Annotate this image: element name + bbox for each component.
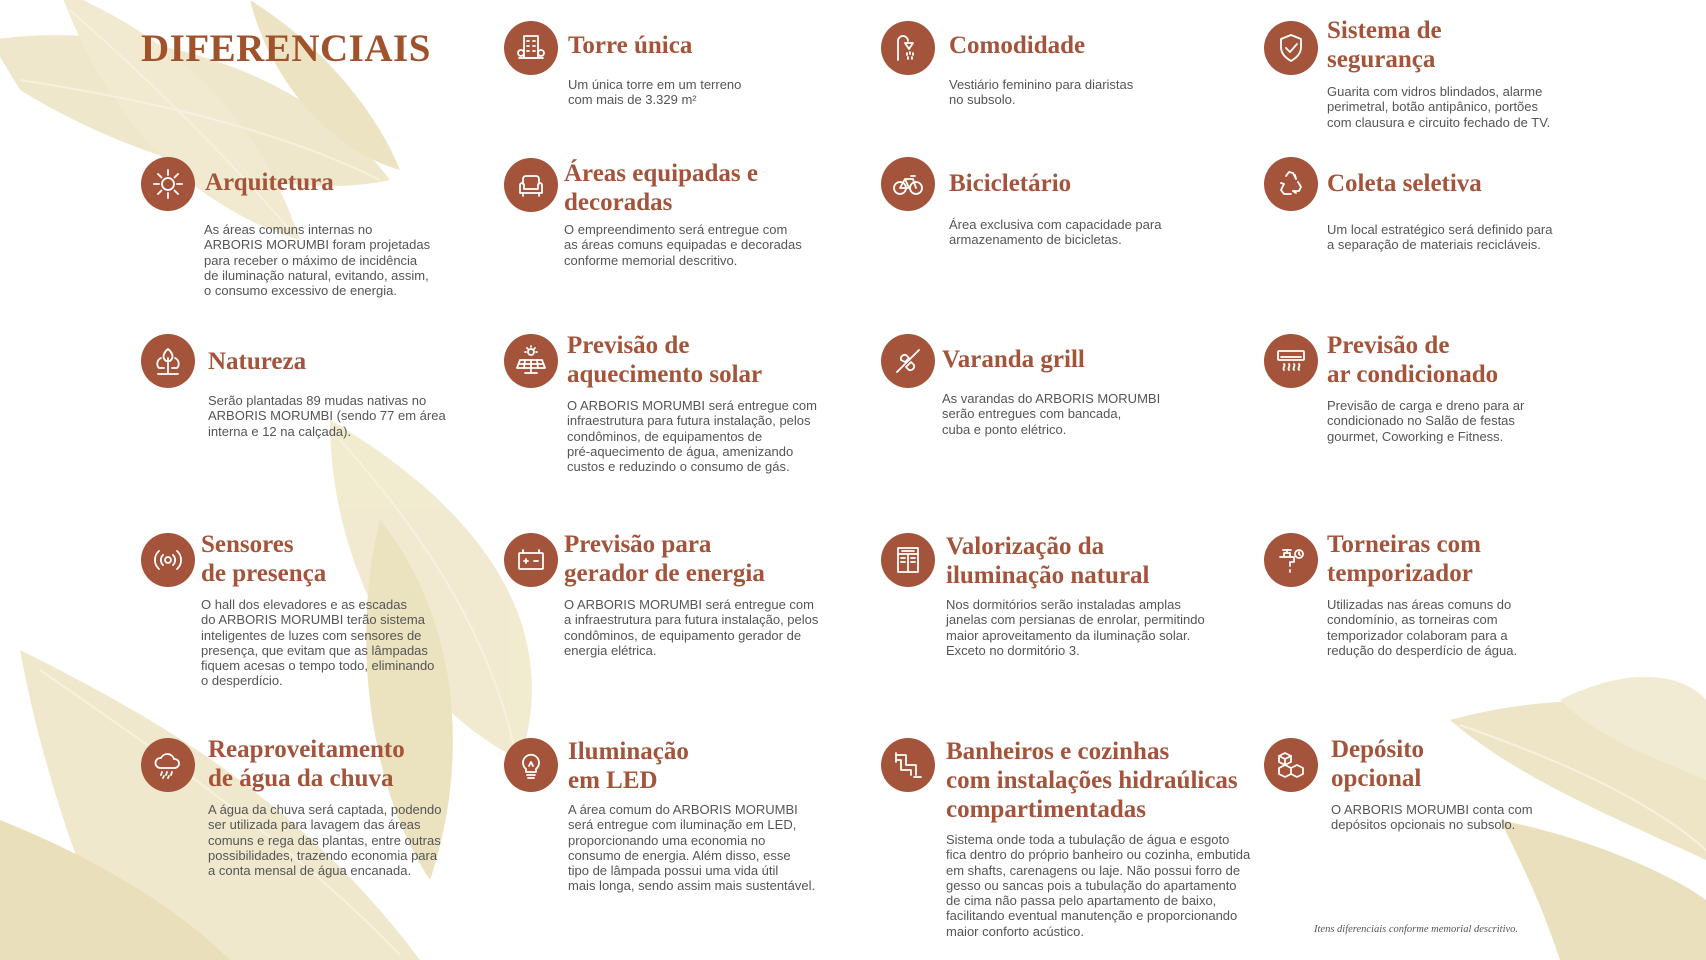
feature-description-line: infraestrutura para futura instalação, pelos	[567, 413, 811, 429]
feature-title-line: Áreas equipadas e	[564, 160, 759, 187]
feature-description-line: condôminos, de equipamentos de	[567, 428, 763, 444]
feature-description-line: do ARBORIS MORUMBI terão sistema	[201, 612, 425, 628]
page-title: DIFERENCIAIS	[141, 27, 431, 70]
feature-description-line: O ARBORIS MORUMBI conta com	[1331, 802, 1533, 817]
feature-description	[1327, 398, 1524, 444]
feature-description-line: a separação de materiais recicláveis.	[1327, 237, 1541, 253]
feature-title-line: Previsão de	[1327, 332, 1450, 359]
feature-description-line: de cima não passa pelo apartamento de baixo,	[946, 893, 1217, 909]
feature-description-line: maior conforto acústico.	[946, 923, 1085, 939]
faucet-timer-icon	[1264, 533, 1318, 587]
feature-description-line: condicionado no Salão de festas	[1327, 413, 1515, 429]
feature-description	[564, 597, 818, 658]
feature-description-line: interna e 12 na calçada).	[208, 423, 352, 439]
feature-description	[567, 398, 817, 474]
feature-description-line: pré-aquecimento de água, amenizando	[567, 443, 794, 459]
feature-description-line: A área comum do ARBORIS MORUMBI	[568, 802, 798, 817]
feature-title-line: Comodidade	[949, 32, 1086, 59]
feature-description-line: presença, que evitam que as lâmpadas	[201, 642, 428, 658]
feature-description-line: janelas com persianas de enrolar, permitindo	[946, 612, 1205, 628]
feature-description-line: condomínio, as torneiras com	[1327, 612, 1498, 628]
feature-title	[949, 31, 1085, 60]
feature-description-line: tipo de lâmpada possui uma vida útil	[568, 863, 779, 879]
feature-title-line: Coleta seletiva	[1327, 170, 1482, 197]
feature-description-line: conforme memorial descritivo.	[564, 252, 738, 268]
feature-title-line: Sistema de	[1327, 17, 1442, 44]
feature-description-line: custos e reduzindo o consumo de gás.	[567, 459, 790, 475]
feature-description-line: o consumo excessivo de energia.	[204, 283, 397, 299]
feature-title-line: Banheiros e cozinhas	[946, 738, 1170, 765]
feature-title-line: opcional	[1331, 765, 1422, 792]
feature-title	[208, 347, 306, 376]
feature-description-line: a infraestrutura para futura instalação, pelos	[564, 612, 819, 628]
feature-description	[946, 832, 1250, 939]
feature-title	[201, 530, 326, 588]
feature-description-line: Utilizadas nas áreas comuns do	[1327, 597, 1512, 612]
feature-description-line: temporizador colaboram para a	[1327, 627, 1508, 643]
tree-icon	[141, 334, 195, 388]
feature-title-line: temporizador	[1327, 560, 1473, 587]
feature-description-line: comuns e rega das plantas, entre outras	[208, 832, 441, 848]
feature-description-line: condôminos, de equipamento gerador de	[564, 627, 802, 643]
pipes-icon	[881, 738, 935, 792]
feature-title-line: compartimentadas	[946, 796, 1146, 823]
feature-title-line: em LED	[568, 767, 658, 794]
sun-icon	[141, 157, 195, 211]
feature-description-line: consumo de energia. Além disso, esse	[568, 847, 791, 863]
recycle-icon	[1264, 157, 1318, 211]
feature-description	[1327, 222, 1552, 253]
feature-title-line: Valorização da	[946, 533, 1105, 560]
building-icon	[504, 21, 558, 75]
feature-title	[1331, 735, 1424, 793]
feature-title	[567, 331, 762, 389]
feature-description-line: O ARBORIS MORUMBI será entregue com	[564, 597, 814, 612]
feature-title-line: gerador de energia	[564, 560, 765, 587]
feature-description-line: serão entregues com bancada,	[942, 406, 1122, 422]
feature-title	[1327, 16, 1442, 74]
feature-description-line: O empreendimento será entregue com	[564, 222, 788, 237]
feature-description-line: em shafts, carenagens ou laje. Não possui forro de	[946, 862, 1241, 878]
feature-title	[568, 737, 689, 795]
feature-description-line: Exceto no dormitório 3.	[946, 642, 1080, 658]
feature-description-line: A água da chuva será captada, podendo	[208, 802, 442, 817]
feature-description-line: fica dentro do próprio banheiro ou cozinha, embutida	[946, 847, 1251, 863]
feature-description-line: a conta mensal de água encanada.	[208, 863, 412, 879]
feature-description-line: com clausura e circuito fechado de TV.	[1327, 114, 1551, 130]
rain-cloud-icon	[141, 738, 195, 792]
feature-description-line: proporcionando uma economia no	[568, 832, 766, 848]
grill-icon	[881, 334, 935, 388]
feature-description-line: de iluminação natural, evitando, assim,	[204, 267, 429, 283]
feature-description-line: Guarita com vidros blindados, alarme	[1327, 84, 1543, 99]
feature-description-line: redução do desperdício de água.	[1327, 642, 1518, 658]
feature-title-line: Iluminação	[568, 738, 689, 765]
feature-title-line: Bicicletário	[949, 170, 1072, 197]
feature-description-line: Sistema onde toda a tubulação de água e esgoto	[946, 832, 1230, 847]
feature-title-line: Natureza	[208, 348, 307, 375]
feature-description	[946, 597, 1205, 658]
feature-title-line: Sensores	[201, 531, 294, 558]
feature-title	[205, 168, 334, 197]
feature-description-line: possibilidades, trazendo economia para	[208, 847, 438, 863]
feature-title-line: ar condicionado	[1327, 361, 1499, 388]
light-bulb-icon	[504, 738, 558, 792]
feature-title-line: Varanda grill	[942, 346, 1085, 373]
feature-title-line: Torneiras com	[1327, 531, 1481, 558]
feature-description-line: Nos dormitórios serão instaladas amplas	[946, 597, 1181, 612]
feature-title-line: Torre única	[568, 32, 693, 59]
sensor-icon	[141, 533, 195, 587]
window-icon	[881, 533, 935, 587]
feature-description-line: ARBORIS MORUMBI (sendo 77 em área	[208, 408, 446, 424]
feature-description	[1327, 597, 1517, 658]
feature-description	[568, 77, 741, 108]
feature-description-line: será entregue com iluminação em LED,	[568, 817, 797, 833]
feature-description-line: inteligentes de luzes com sensores de	[201, 627, 422, 643]
feature-description	[949, 77, 1133, 108]
feature-description-line: energia elétrica.	[564, 642, 657, 658]
feature-title-line: aquecimento solar	[567, 361, 763, 388]
feature-title-line: Previsão de	[567, 332, 690, 359]
bicycle-icon	[881, 157, 935, 211]
feature-description	[949, 217, 1161, 248]
feature-description-line: Um local estratégico será definido para	[1327, 222, 1553, 237]
feature-title-line: Reaproveitamento	[208, 736, 405, 763]
shower-icon	[881, 21, 935, 75]
feature-title	[208, 735, 405, 793]
feature-description	[201, 597, 434, 689]
feature-description-line: Um única torre em um terreno	[568, 77, 742, 92]
feature-description-line: gesso ou sancas pois a tubulação do apartamento	[946, 877, 1237, 893]
feature-description-line: facilitando eventual manutenção e proporcionando	[946, 908, 1238, 924]
battery-icon	[504, 533, 558, 587]
feature-description	[1327, 84, 1550, 130]
feature-description-line: Previsão de carga e dreno para ar	[1327, 398, 1525, 413]
feature-description-line: maior aproveitamento da iluminação solar.	[946, 627, 1191, 643]
feature-description-line: armazenamento de bicicletas.	[949, 232, 1122, 248]
feature-description-line: O ARBORIS MORUMBI será entregue com	[567, 398, 817, 413]
feature-description-line: depósitos opcionais no subsolo.	[1331, 817, 1516, 833]
armchair-icon	[504, 158, 558, 212]
feature-title	[1327, 530, 1481, 588]
feature-title-line: iluminação natural	[946, 562, 1150, 589]
feature-description-line: para receber o máximo de incidência	[204, 252, 418, 268]
feature-description	[942, 391, 1160, 437]
feature-description	[1331, 802, 1533, 833]
feature-description-line: no subsolo.	[949, 92, 1016, 108]
feature-description-line: com mais de 3.329 m²	[568, 92, 697, 108]
feature-description-line: gourmet, Coworking e Fitness.	[1327, 428, 1504, 444]
footnote: Itens diferenciais conforme memorial descritivo.	[1314, 924, 1519, 935]
feature-title	[568, 31, 692, 60]
feature-description-line: fiquem acesas o tempo todo, eliminando	[201, 658, 435, 674]
feature-title	[946, 532, 1150, 590]
shield-check-icon	[1264, 21, 1318, 75]
feature-title	[942, 345, 1085, 374]
feature-description	[208, 393, 446, 439]
feature-title-line: decoradas	[564, 189, 673, 216]
feature-title	[564, 530, 765, 588]
feature-title-line: de presença	[201, 560, 327, 587]
feature-description-line: O hall dos elevadores e as escadas	[201, 597, 407, 612]
solar-panel-icon	[504, 334, 558, 388]
feature-title-line: Depósito	[1331, 736, 1425, 763]
feature-title-line: Arquitetura	[205, 169, 334, 196]
feature-title	[1327, 331, 1498, 389]
boxes-icon	[1264, 738, 1318, 792]
feature-description-line: mais longa, sendo assim mais sustentável.	[568, 878, 816, 894]
feature-description-line: Vestiário feminino para diaristas	[949, 77, 1134, 92]
feature-description-line: perimetral, botão antipânico, portões	[1327, 99, 1539, 115]
feature-description-line: as áreas comuns equipadas e decoradas	[564, 237, 802, 253]
feature-title-line: segurança	[1327, 46, 1436, 73]
air-conditioner-icon	[1264, 334, 1318, 388]
feature-description	[564, 222, 802, 268]
feature-title	[946, 737, 1238, 824]
feature-description	[208, 802, 441, 878]
feature-description-line: Serão plantadas 89 mudas nativas no	[208, 393, 427, 408]
feature-description	[204, 222, 430, 298]
feature-description-line: As varandas do ARBORIS MORUMBI	[942, 391, 1161, 406]
feature-title-line: com instalações hidraúlicas	[946, 767, 1238, 794]
feature-description-line: ser utilizada para lavagem das áreas	[208, 817, 421, 833]
feature-description	[568, 802, 815, 894]
feature-title	[1327, 169, 1482, 198]
feature-title-line: Previsão para	[564, 531, 712, 558]
feature-description-line: o desperdício.	[201, 673, 283, 689]
feature-title-line: de água da chuva	[208, 765, 394, 792]
feature-description-line: cuba e ponto elétrico.	[942, 421, 1067, 437]
feature-description-line: As áreas comuns internas no	[204, 222, 373, 237]
feature-title	[564, 159, 758, 217]
feature-description-line: Área exclusiva com capacidade para	[949, 217, 1162, 232]
feature-description-line: ARBORIS MORUMBI foram projetadas	[204, 237, 431, 253]
feature-title	[949, 169, 1071, 198]
